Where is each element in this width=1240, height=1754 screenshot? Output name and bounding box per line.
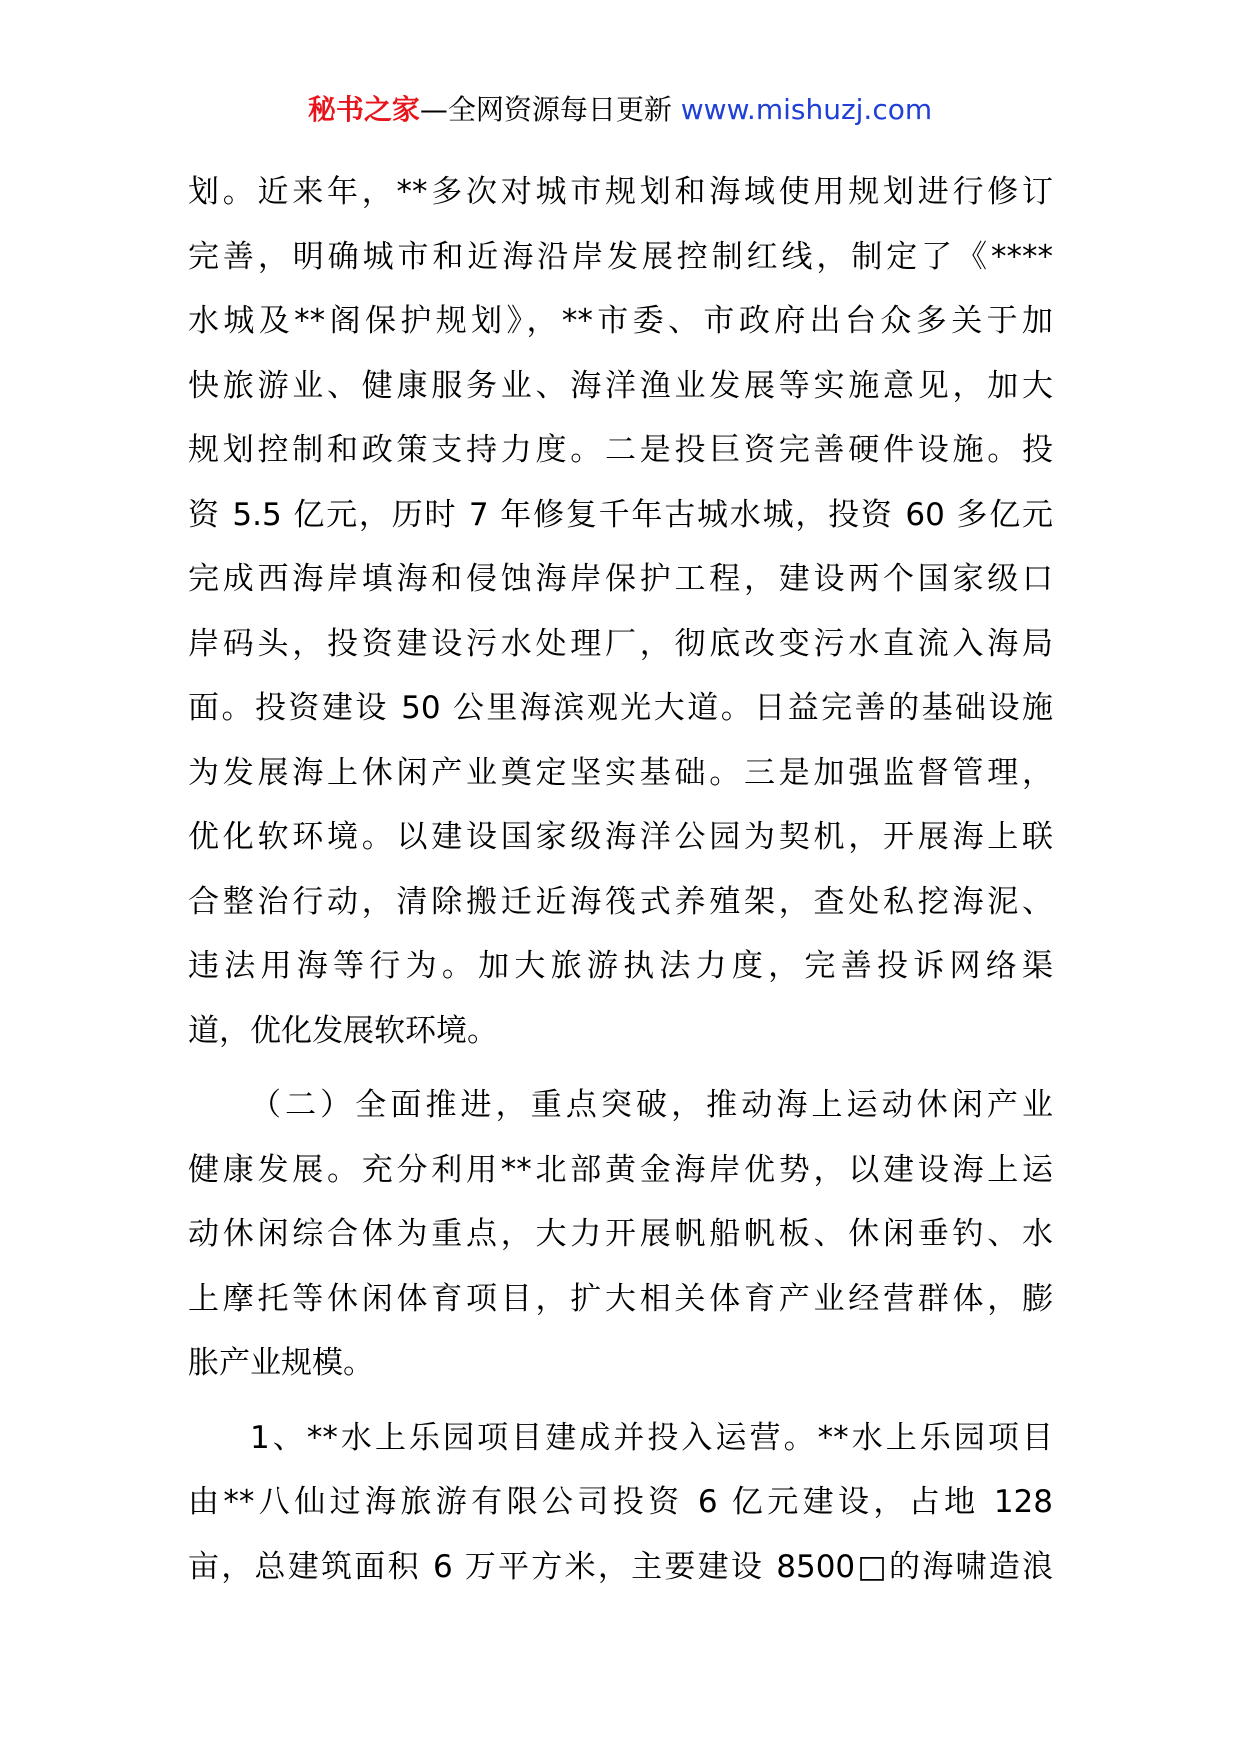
text-line: 快旅游业、健康服务业、海洋渔业发展等实施意见，加大 xyxy=(188,367,1053,404)
text-line: 为发展海上休闲产业奠定坚实基础。三是加强监督管理， xyxy=(188,754,1053,791)
text-line: 违法用海等行为。加大旅游执法力度，完善投诉网络渠 xyxy=(188,948,1053,984)
text-line: 由**八仙过海旅游有限公司投资 6 亿元建设，占地 128 xyxy=(188,1484,1053,1520)
text-line: 健康发展。充分利用**北部黄金海岸优势，以建设海上运 xyxy=(188,1151,1053,1188)
text-line: 规划控制和政策支持力度。二是投巨资完善硬件设施。投 xyxy=(188,432,1053,468)
page-header xyxy=(0,92,1240,128)
text-line: 1、**水上乐园项目建成并投入运营。**水上乐园项目 xyxy=(250,1419,1053,1456)
text-line: 划。近来年，**多次对城市规划和海域使用规划进行修订 xyxy=(188,174,1053,210)
text-line: 胀产业规模。 xyxy=(188,1345,374,1381)
text-line: （二）全面推进，重点突破，推动海上运动休闲产业 xyxy=(250,1087,1053,1123)
paragraph-1 xyxy=(188,160,1053,1063)
text-line: 面。投资建设 50 公里海滨观光大道。日益完善的基础设施 xyxy=(188,690,1053,726)
text-line: 合整治行动，清除搬迁近海筏式养殖架，查处私挖海泥、 xyxy=(188,883,1053,920)
text-line: 完善，明确城市和近海沿岸发展控制红线，制定了《**** xyxy=(188,238,1053,275)
paragraph-3 xyxy=(188,1406,1053,1600)
text-line: 亩，总建筑面积 6 万平方米，主要建设 8500□的海啸造浪 xyxy=(188,1548,1053,1585)
text-line: 上摩托等休闲体育项目，扩大相关体育产业经营群体，膨 xyxy=(188,1280,1053,1317)
text-line: 岸码头，投资建设污水处理厂，彻底改变污水直流入海局 xyxy=(188,625,1053,662)
text-line: 资 5.5 亿元，历时 7 年修复千年古城水城，投资 60 多亿元 xyxy=(188,496,1053,533)
text-line: 完成西海岸填海和侵蚀海岸保护工程，建设两个国家级口 xyxy=(188,561,1053,597)
header-tagline: —全网资源每日更新 xyxy=(419,93,681,126)
text-line: 道，优化发展软环境。 xyxy=(188,1012,498,1049)
header-url-link[interactable]: www.mishuzj.com xyxy=(680,93,933,126)
brand-name: 秘书之家 xyxy=(307,93,420,126)
paragraph-2 xyxy=(188,1073,1053,1396)
document-body xyxy=(188,160,1053,1599)
text-line: 水城及**阁保护规划》，**市委、市政府出台众多关于加 xyxy=(188,303,1053,339)
text-line: 优化软环境。以建设国家级海洋公园为契机，开展海上联 xyxy=(188,819,1053,855)
text-line: 动休闲综合体为重点，大力开展帆船帆板、休闲垂钓、水 xyxy=(188,1216,1053,1252)
